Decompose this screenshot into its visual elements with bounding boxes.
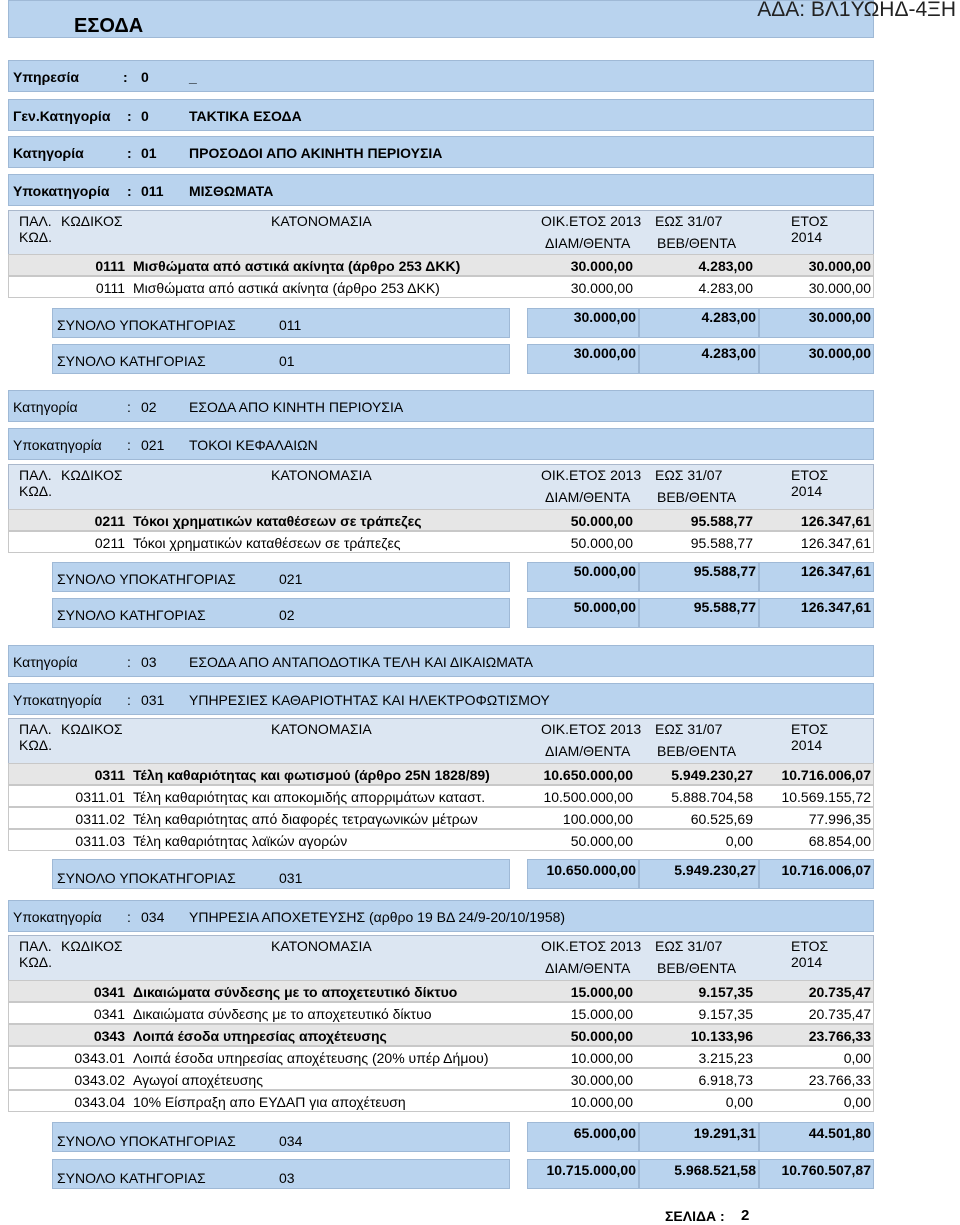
table-row bbox=[8, 531, 874, 553]
row-v3: 30.000,00 bbox=[808, 258, 871, 274]
subcategory-total-code: 021 bbox=[279, 571, 303, 587]
col-year: 2014 bbox=[791, 229, 823, 245]
total-v3-text: 10.760.507,87 bbox=[781, 1162, 871, 1178]
row-code: 0343.02 bbox=[74, 1072, 125, 1088]
subcategory-code: 011 bbox=[141, 183, 164, 199]
page-label: ΣΕΛΙΔΑ : bbox=[665, 1208, 725, 1224]
column-header bbox=[8, 935, 874, 981]
total-v1-text: 50.000,00 bbox=[573, 563, 636, 579]
row-v1: 50.000,00 bbox=[570, 833, 633, 849]
total-v1-text: 10.650.000,00 bbox=[546, 862, 636, 878]
total-v2-text: 5.968.521,58 bbox=[674, 1162, 756, 1178]
row-v2: 9.157,35 bbox=[698, 984, 753, 1000]
row-v3: 68.854,00 bbox=[808, 833, 871, 849]
row-v2: 9.157,35 bbox=[698, 1006, 753, 1022]
table-row bbox=[8, 1090, 874, 1112]
subcategory-total-code: 011 bbox=[279, 317, 302, 333]
row-v1: 10.000,00 bbox=[570, 1094, 633, 1110]
category-bar bbox=[8, 645, 874, 677]
subcategory-total-label: ΣΥΝΟΛΟ ΥΠΟΚΑΤΗΓΟΡΙΑΣ bbox=[57, 571, 236, 587]
col-etos: ΕΤΟΣ bbox=[791, 938, 829, 954]
category-name: ΕΣΟΔΑ ΑΠΟ ΚΙΝΗΤΗ ΠΕΡΙΟΥΣΙΑ bbox=[189, 399, 404, 415]
col-diam: ΔΙΑΜ/ΘΕΝΤΑ bbox=[545, 960, 631, 976]
table-row bbox=[8, 509, 874, 531]
row-name: Αγωγοί αποχέτευσης bbox=[133, 1072, 263, 1088]
table-row bbox=[8, 254, 874, 276]
total-v2 bbox=[639, 562, 759, 592]
table-row bbox=[8, 785, 874, 807]
service-bar bbox=[8, 60, 874, 92]
col-kodikos: ΚΩΔΙΚΟΣ bbox=[61, 467, 123, 483]
total-v3-text: 10.716.006,07 bbox=[781, 862, 871, 878]
total-v3-text: 30.000,00 bbox=[808, 309, 871, 325]
row-v2: 10.133,96 bbox=[690, 1028, 753, 1044]
col-onomasia: ΚΑΤΟΝΟΜΑΣΙΑ bbox=[271, 467, 372, 483]
total-v1-text: 50.000,00 bbox=[573, 599, 636, 615]
subcategory-total-label-box bbox=[52, 859, 510, 889]
row-code: 0341 bbox=[93, 984, 125, 1000]
subcategory-sep: : bbox=[127, 183, 132, 199]
col-veb: ΒΕΒ/ΘΕΝΤΑ bbox=[657, 489, 737, 505]
total-v3 bbox=[759, 308, 874, 338]
row-v3: 126.347,61 bbox=[800, 535, 871, 551]
service-code: 0 bbox=[141, 69, 149, 85]
subcategory-name: ΜΙΣΘΩΜΑΤΑ bbox=[189, 183, 274, 199]
col-diam: ΔΙΑΜ/ΘΕΝΤΑ bbox=[545, 743, 631, 759]
col-kod: ΚΩΔ. bbox=[19, 229, 53, 245]
row-name: Δικαιώματα σύνδεσης με το αποχετευτικό δίκτυο bbox=[133, 984, 458, 1000]
row-name: Τέλη καθαριότητας από διαφορές τετραγωνικών μέτρων bbox=[133, 811, 478, 827]
subcategory-code: 034 bbox=[141, 909, 165, 925]
gen-category-label: Γεν.Κατηγορία bbox=[13, 108, 111, 124]
column-header bbox=[8, 464, 874, 510]
total-v2-text: 4.283,00 bbox=[701, 345, 756, 361]
gen-category-bar bbox=[8, 99, 874, 131]
total-v1 bbox=[527, 1122, 639, 1152]
row-name: 10% Είσπραξη απο ΕΥΔΑΠ για αποχέτευση bbox=[133, 1094, 406, 1110]
row-v2: 95.588,77 bbox=[690, 513, 753, 529]
subcategory-label: Υποκατηγορία bbox=[13, 437, 102, 453]
total-v2 bbox=[639, 859, 759, 889]
total-v1 bbox=[527, 308, 639, 338]
col-kodikos: ΚΩΔΙΚΟΣ bbox=[61, 721, 123, 737]
total-v2 bbox=[639, 308, 759, 338]
row-v3: 77.996,35 bbox=[808, 811, 871, 827]
row-v2: 6.918,73 bbox=[698, 1072, 753, 1088]
row-name: Τέλη καθαριότητας και φωτισμού (άρθρο 25Ν 1828/89) bbox=[133, 767, 490, 783]
subcategory-name: ΥΠΗΡΕΣΙΕΣ ΚΑΘΑΡΙΟΤΗΤΑΣ ΚΑΙ ΗΛΕΚΤΡΟΦΩΤΙΣΜΟΥ bbox=[189, 692, 550, 708]
category-bar bbox=[8, 136, 874, 168]
total-v1 bbox=[527, 598, 639, 628]
subcategory-sep: : bbox=[127, 692, 131, 708]
col-etos: ΕΤΟΣ bbox=[791, 213, 829, 229]
row-code: 0343 bbox=[93, 1028, 125, 1044]
row-v2: 4.283,00 bbox=[698, 280, 753, 296]
subcategory-total-label: ΣΥΝΟΛΟ ΥΠΟΚΑΤΗΓΟΡΙΑΣ bbox=[57, 870, 236, 886]
row-v2: 5.949.230,27 bbox=[671, 767, 753, 783]
row-code: 0311.02 bbox=[75, 811, 125, 827]
row-v3: 20.735,47 bbox=[808, 1006, 871, 1022]
row-v2: 5.888.704,58 bbox=[671, 789, 753, 805]
document-title-bar bbox=[8, 0, 874, 38]
subcategory-bar bbox=[8, 174, 874, 206]
col-onomasia: ΚΑΤΟΝΟΜΑΣΙΑ bbox=[271, 721, 372, 737]
total-v3-text: 126.347,61 bbox=[800, 599, 871, 615]
category-code: 01 bbox=[141, 145, 157, 161]
row-name: Τόκοι χρηματικών καταθέσεων σε τράπεζες bbox=[133, 513, 422, 529]
total-v2-text: 5.949.230,27 bbox=[674, 862, 756, 878]
col-oik: ΟΙΚ.ΕΤΟΣ 2013 bbox=[541, 467, 642, 483]
row-v1: 10.500.000,00 bbox=[543, 789, 633, 805]
total-v3 bbox=[759, 1159, 874, 1189]
col-diam: ΔΙΑΜ/ΘΕΝΤΑ bbox=[545, 235, 631, 251]
category-total-label-box bbox=[52, 598, 510, 628]
total-v2-text: 95.588,77 bbox=[693, 563, 756, 579]
col-onomasia: ΚΑΤΟΝΟΜΑΣΙΑ bbox=[271, 213, 372, 229]
col-oik: ΟΙΚ.ΕΤΟΣ 2013 bbox=[541, 938, 642, 954]
row-v3: 23.766,33 bbox=[808, 1028, 871, 1044]
row-name: Μισθώματα από αστικά ακίνητα (άρθρο 253 ΔΚΚ) bbox=[133, 280, 440, 296]
row-name: Τέλη καθαριότητας και αποκομιδής απορριμάτων καταστ. bbox=[133, 789, 486, 805]
row-v3: 126.347,61 bbox=[800, 513, 871, 529]
col-onomasia: ΚΑΤΟΝΟΜΑΣΙΑ bbox=[271, 938, 372, 954]
row-v1: 50.000,00 bbox=[570, 535, 633, 551]
row-name: Τέλη καθαριότητας λαϊκών αγορών bbox=[133, 833, 348, 849]
subcategory-total-label-box bbox=[52, 308, 510, 338]
col-veb: ΒΕΒ/ΘΕΝΤΑ bbox=[657, 960, 737, 976]
subcategory-code: 031 bbox=[141, 692, 165, 708]
category-code: 02 bbox=[141, 399, 157, 415]
table-row bbox=[8, 1024, 874, 1046]
category-sep: : bbox=[127, 399, 131, 415]
subcategory-total bbox=[52, 1122, 874, 1152]
col-oik: ΟΙΚ.ΕΤΟΣ 2013 bbox=[541, 213, 642, 229]
subcategory-sep: : bbox=[127, 909, 131, 925]
col-year: 2014 bbox=[791, 737, 823, 753]
total-v3 bbox=[759, 859, 874, 889]
row-v1: 10.650.000,00 bbox=[543, 767, 633, 783]
col-eos: ΕΩΣ 31/07 bbox=[655, 938, 723, 954]
total-v2-text: 4.283,00 bbox=[701, 309, 756, 325]
row-code: 0311.03 bbox=[75, 833, 125, 849]
subcategory-total bbox=[52, 859, 874, 889]
col-eos: ΕΩΣ 31/07 bbox=[655, 721, 723, 737]
row-v3: 0,00 bbox=[843, 1094, 871, 1110]
row-v3: 20.735,47 bbox=[808, 984, 871, 1000]
row-code: 0211 bbox=[94, 513, 125, 529]
total-v2-text: 95.588,77 bbox=[693, 599, 756, 615]
total-v3 bbox=[759, 344, 874, 374]
ada-code: ΑΔΑ: ΒΛ1ΥΩΗΔ-4ΞΗ bbox=[757, 0, 956, 21]
row-code: 0111 bbox=[95, 258, 125, 274]
total-v1-text: 30.000,00 bbox=[573, 345, 636, 361]
table-row bbox=[8, 829, 874, 851]
category-total-code: 01 bbox=[279, 353, 295, 369]
total-v1-text: 30.000,00 bbox=[573, 309, 636, 325]
table-row bbox=[8, 1046, 874, 1068]
total-v3 bbox=[759, 1122, 874, 1152]
col-pal: ΠΑΛ. bbox=[19, 213, 52, 229]
category-total-code: 02 bbox=[279, 607, 295, 623]
category-total-code: 03 bbox=[279, 1170, 295, 1186]
table-row bbox=[8, 276, 874, 298]
row-v3: 30.000,00 bbox=[808, 280, 871, 296]
total-v3 bbox=[759, 562, 874, 592]
subcategory-label: Υποκατηγορία bbox=[13, 183, 110, 199]
row-name: Τόκοι χρηματικών καταθέσεων σε τράπεζες bbox=[133, 535, 401, 551]
subcategory-bar bbox=[8, 428, 874, 460]
subcategory-total-label-box bbox=[52, 562, 510, 592]
col-etos: ΕΤΟΣ bbox=[791, 467, 829, 483]
gen-category-sep: : bbox=[127, 108, 132, 124]
subcategory-name: ΤΟΚΟΙ ΚΕΦΑΛΑΙΩΝ bbox=[189, 437, 318, 453]
row-v2: 95.588,77 bbox=[690, 535, 753, 551]
col-pal: ΠΑΛ. bbox=[19, 721, 52, 737]
subcategory-total-code: 034 bbox=[279, 1133, 303, 1149]
row-code: 0111 bbox=[95, 280, 125, 296]
table-row bbox=[8, 1068, 874, 1090]
subcategory-bar bbox=[8, 900, 874, 932]
row-v3: 10.716.006,07 bbox=[781, 767, 871, 783]
column-header bbox=[8, 210, 874, 256]
total-v1 bbox=[527, 344, 639, 374]
category-total-label: ΣΥΝΟΛΟ ΚΑΤΗΓΟΡΙΑΣ bbox=[57, 607, 206, 623]
total-v2 bbox=[639, 1159, 759, 1189]
subcategory-code: 021 bbox=[141, 437, 165, 453]
category-total-label-box bbox=[52, 344, 510, 374]
subcategory-label: Υποκατηγορία bbox=[13, 692, 102, 708]
category-label: Κατηγορία bbox=[13, 654, 78, 670]
col-kod: ΚΩΔ. bbox=[19, 483, 53, 499]
gen-category-code: 0 bbox=[141, 108, 149, 124]
row-v2: 3.215,23 bbox=[698, 1050, 753, 1066]
table-row bbox=[8, 980, 874, 1002]
subcategory-total-label-box bbox=[52, 1122, 510, 1152]
table-row bbox=[8, 763, 874, 785]
category-name: ΠΡΟΣΟΔΟΙ ΑΠΟ ΑΚΙΝΗΤΗ ΠΕΡΙΟΥΣΙΑ bbox=[189, 145, 443, 161]
col-diam: ΔΙΑΜ/ΘΕΝΤΑ bbox=[545, 489, 631, 505]
row-v3: 10.569.155,72 bbox=[781, 789, 871, 805]
col-year: 2014 bbox=[791, 954, 823, 970]
row-code: 0311 bbox=[94, 767, 125, 783]
total-v1 bbox=[527, 1159, 639, 1189]
total-v2-text: 19.291,31 bbox=[693, 1125, 756, 1141]
row-v1: 10.000,00 bbox=[570, 1050, 633, 1066]
col-pal: ΠΑΛ. bbox=[19, 938, 52, 954]
category-total bbox=[52, 344, 874, 374]
subcategory-total-label: ΣΥΝΟΛΟ ΥΠΟΚΑΤΗΓΟΡΙΑΣ bbox=[57, 1133, 236, 1149]
row-v1: 50.000,00 bbox=[570, 513, 633, 529]
row-v1: 30.000,00 bbox=[570, 280, 633, 296]
col-oik: ΟΙΚ.ΕΤΟΣ 2013 bbox=[541, 721, 642, 737]
total-v3-text: 126.347,61 bbox=[800, 563, 871, 579]
row-v2: 60.525,69 bbox=[690, 811, 753, 827]
row-v1: 50.000,00 bbox=[570, 1028, 633, 1044]
row-v2: 0,00 bbox=[725, 1094, 753, 1110]
category-label: Κατηγορία bbox=[13, 145, 84, 161]
col-kodikos: ΚΩΔΙΚΟΣ bbox=[61, 938, 123, 954]
row-code: 0311.01 bbox=[75, 789, 125, 805]
col-pal: ΠΑΛ. bbox=[19, 467, 52, 483]
category-total-label: ΣΥΝΟΛΟ ΚΑΤΗΓΟΡΙΑΣ bbox=[57, 353, 206, 369]
total-v3-text: 44.501,80 bbox=[808, 1125, 871, 1141]
col-year: 2014 bbox=[791, 483, 823, 499]
total-v2 bbox=[639, 344, 759, 374]
row-v1: 30.000,00 bbox=[570, 258, 633, 274]
subcategory-total bbox=[52, 308, 874, 338]
total-v3 bbox=[759, 598, 874, 628]
subcategory-total-label: ΣΥΝΟΛΟ ΥΠΟΚΑΤΗΓΟΡΙΑΣ bbox=[57, 317, 236, 333]
col-veb: ΒΕΒ/ΘΕΝΤΑ bbox=[657, 235, 737, 251]
table-row bbox=[8, 1002, 874, 1024]
row-v1: 100.000,00 bbox=[562, 811, 633, 827]
subcategory-bar bbox=[8, 683, 874, 715]
category-sep: : bbox=[127, 145, 132, 161]
category-name: ΕΣΟΔΑ ΑΠΟ ΑΝΤΑΠΟΔΟΤΙΚΑ ΤΕΛΗ ΚΑΙ ΔΙΚΑΙΩΜΑΤΑ bbox=[189, 654, 534, 670]
category-total bbox=[52, 1159, 874, 1189]
row-v3: 0,00 bbox=[843, 1050, 871, 1066]
document-title: ΕΣΟΔΑ bbox=[74, 15, 144, 37]
row-v2: 4.283,00 bbox=[698, 258, 753, 274]
service-label: Υπηρεσία bbox=[13, 69, 79, 85]
gen-category-name: ΤΑΚΤΙΚΑ ΕΣΟΔΑ bbox=[189, 108, 302, 124]
subcategory-label: Υποκατηγορία bbox=[13, 909, 102, 925]
service-name: _ bbox=[189, 69, 197, 85]
column-header bbox=[8, 718, 874, 764]
row-name: Λοιπά έσοδα υπηρεσίας αποχέτευσης bbox=[133, 1028, 387, 1044]
col-kodikos: ΚΩΔΙΚΟΣ bbox=[61, 213, 123, 229]
page-number: 2 bbox=[741, 1207, 750, 1224]
row-code: 0343.01 bbox=[74, 1050, 125, 1066]
total-v1-text: 65.000,00 bbox=[573, 1125, 636, 1141]
row-code: 0211 bbox=[94, 535, 125, 551]
col-eos: ΕΩΣ 31/07 bbox=[655, 213, 723, 229]
row-code: 0341 bbox=[93, 1006, 125, 1022]
row-v3: 23.766,33 bbox=[808, 1072, 871, 1088]
category-bar bbox=[8, 390, 874, 422]
total-v1 bbox=[527, 859, 639, 889]
category-total bbox=[52, 598, 874, 628]
category-total-label: ΣΥΝΟΛΟ ΚΑΤΗΓΟΡΙΑΣ bbox=[57, 1170, 206, 1186]
subcategory-sep: : bbox=[127, 437, 131, 453]
row-v1: 30.000,00 bbox=[570, 1072, 633, 1088]
category-code: 03 bbox=[141, 654, 157, 670]
row-name: Δικαιώματα σύνδεσης με το αποχετευτικό δίκτυο bbox=[133, 1006, 432, 1022]
row-name: Μισθώματα από αστικά ακίνητα (άρθρο 253 ΔΚΚ) bbox=[133, 258, 461, 274]
total-v1-text: 10.715.000,00 bbox=[546, 1162, 636, 1178]
category-total-label-box bbox=[52, 1159, 510, 1189]
category-label: Κατηγορία bbox=[13, 399, 78, 415]
service-sep: : bbox=[123, 69, 128, 85]
col-kod: ΚΩΔ. bbox=[19, 737, 53, 753]
total-v3-text: 30.000,00 bbox=[808, 345, 871, 361]
col-etos: ΕΤΟΣ bbox=[791, 721, 829, 737]
category-sep: : bbox=[127, 654, 131, 670]
total-v2 bbox=[639, 1122, 759, 1152]
row-code: 0343.04 bbox=[74, 1094, 125, 1110]
row-v1: 15.000,00 bbox=[570, 984, 633, 1000]
row-v1: 15.000,00 bbox=[570, 1006, 633, 1022]
row-name: Λοιπά έσοδα υπηρεσίας αποχέτευσης (20% υπέρ Δήμου) bbox=[133, 1050, 489, 1066]
col-eos: ΕΩΣ 31/07 bbox=[655, 467, 723, 483]
total-v1 bbox=[527, 562, 639, 592]
col-kod: ΚΩΔ. bbox=[19, 954, 53, 970]
col-veb: ΒΕΒ/ΘΕΝΤΑ bbox=[657, 743, 737, 759]
subcategory-total bbox=[52, 562, 874, 592]
subcategory-name: ΥΠΗΡΕΣΙΑ ΑΠΟΧΕΤΕΥΣΗΣ (αρθρο 19 ΒΔ 24/9-20/10/1958) bbox=[189, 909, 566, 925]
row-v2: 0,00 bbox=[725, 833, 753, 849]
table-row bbox=[8, 807, 874, 829]
total-v2 bbox=[639, 598, 759, 628]
subcategory-total-code: 031 bbox=[279, 870, 303, 886]
